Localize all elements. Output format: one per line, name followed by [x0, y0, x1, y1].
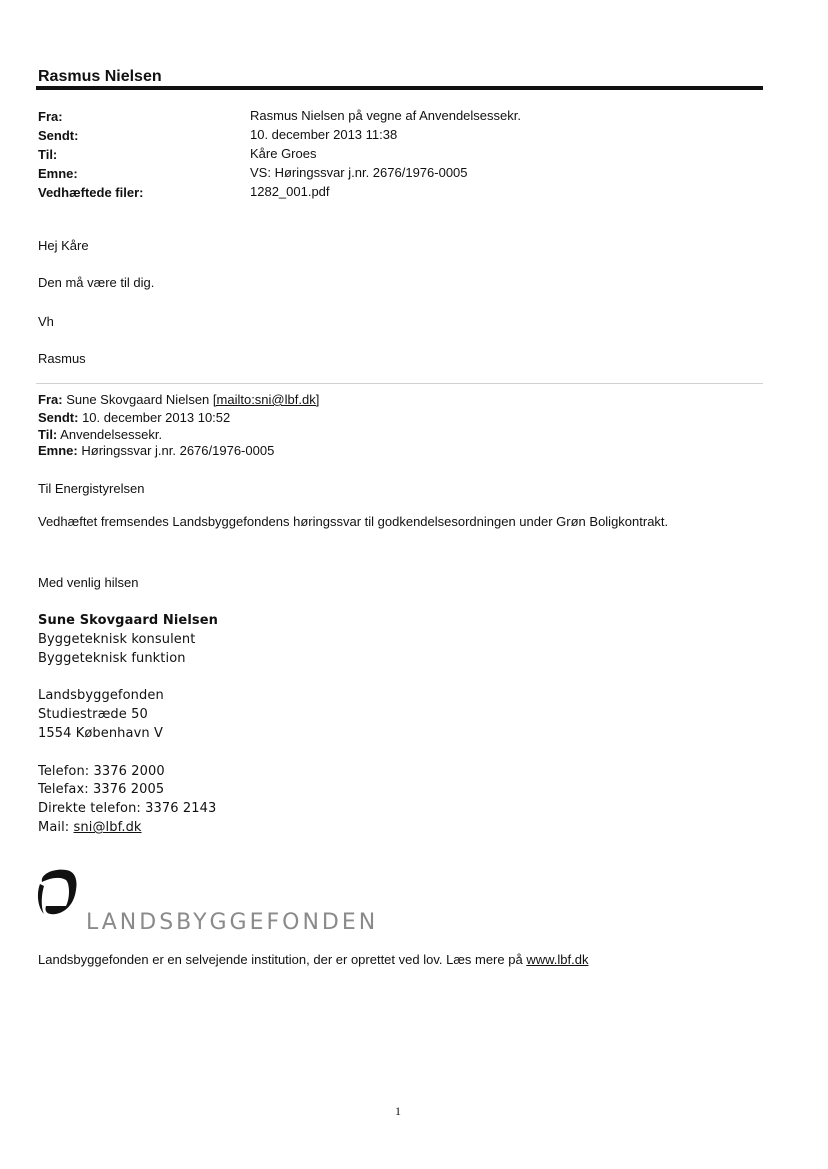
forwarded-sent	[38, 410, 230, 425]
meta-value-from: Rasmus Nielsen på vegne af Anvendelsessekr.	[250, 108, 521, 123]
body-sender: Rasmus	[38, 351, 86, 366]
forwarded-to-label: Til:	[38, 427, 58, 442]
signature-direct-phone: Direkte telefon: 3376 2143	[38, 801, 217, 816]
meta-value-attachment-file[interactable]: 1282_001.pdf	[250, 184, 330, 199]
meta-label-to: Til:	[38, 147, 58, 162]
forwarded-regards: Med venlig hilsen	[38, 575, 139, 590]
forwarded-message: Vedhæftet fremsendes Landsbyggefondens høringssvar til godkendelsesordningen under Grøn Boligkontrakt.	[38, 514, 669, 529]
signature-department: Byggeteknisk funktion	[38, 651, 186, 666]
header-divider	[36, 86, 763, 90]
signature-name: Sune Skovgaard Nielsen	[38, 613, 218, 628]
footer-website-link[interactable]: www.lbf.dk	[526, 952, 589, 967]
meta-label-attachments: Vedhæftede filer:	[38, 185, 144, 200]
signature-mail	[38, 820, 142, 835]
landsbyggefonden-logo-icon	[36, 868, 82, 918]
meta-label-sent: Sendt:	[38, 128, 79, 143]
forwarded-sent-label: Sendt:	[38, 410, 79, 425]
forwarded-from-label: Fra:	[38, 392, 63, 407]
body-closing: Vh	[38, 314, 54, 329]
signature-street: Studiestræde 50	[38, 707, 148, 722]
landsbyggefonden-wordmark: LANDSBYGGEFONDEN	[86, 910, 379, 935]
meta-value-to: Kåre Groes	[250, 146, 317, 161]
meta-label-subject: Emne:	[38, 166, 78, 181]
body-line: Den må være til dig.	[38, 275, 155, 290]
forwarded-from	[38, 392, 319, 407]
forwarded-mailto-link[interactable]: [mailto:sni@lbf.dk]	[212, 392, 320, 407]
meta-value-sent: 10. december 2013 11:38	[250, 127, 398, 142]
email-header-name: Rasmus Nielsen	[38, 68, 162, 85]
signature-phone: Telefon: 3376 2000	[38, 764, 165, 779]
signature-org: Landsbyggefonden	[38, 688, 164, 703]
forwarded-to-value: Anvendelsessekr.	[60, 427, 163, 442]
meta-label-from: Fra:	[38, 109, 63, 124]
signature-fax: Telefax: 3376 2005	[38, 782, 165, 797]
forwarded-subject-value: Høringssvar j.nr. 2676/1976-0005	[81, 443, 275, 458]
forwarded-sent-value: 10. december 2013 10:52	[82, 410, 231, 425]
forwarded-subject-label: Emne:	[38, 443, 78, 458]
meta-value-subject: VS: Høringssvar j.nr. 2676/1976-0005	[250, 165, 468, 180]
signature-mail-link[interactable]: sni@lbf.dk	[73, 820, 142, 835]
signature-title: Byggeteknisk konsulent	[38, 632, 196, 647]
forwarded-from-value: Sune Skovgaard Nielsen	[66, 392, 210, 407]
forwarded-to	[38, 427, 162, 442]
signature-city: 1554 København V	[38, 726, 163, 741]
footer-text: Landsbyggefonden er en selvejende institution, der er oprettet ved lov. Læs mere på	[38, 952, 523, 967]
forwarded-salutation: Til Energistyrelsen	[38, 481, 145, 496]
footer-disclaimer	[38, 952, 588, 967]
forwarded-subject	[38, 443, 274, 458]
forward-divider	[36, 383, 763, 384]
page-number: 1	[395, 1104, 401, 1118]
body-greeting: Hej Kåre	[38, 238, 89, 253]
signature-mail-label: Mail:	[38, 820, 70, 835]
